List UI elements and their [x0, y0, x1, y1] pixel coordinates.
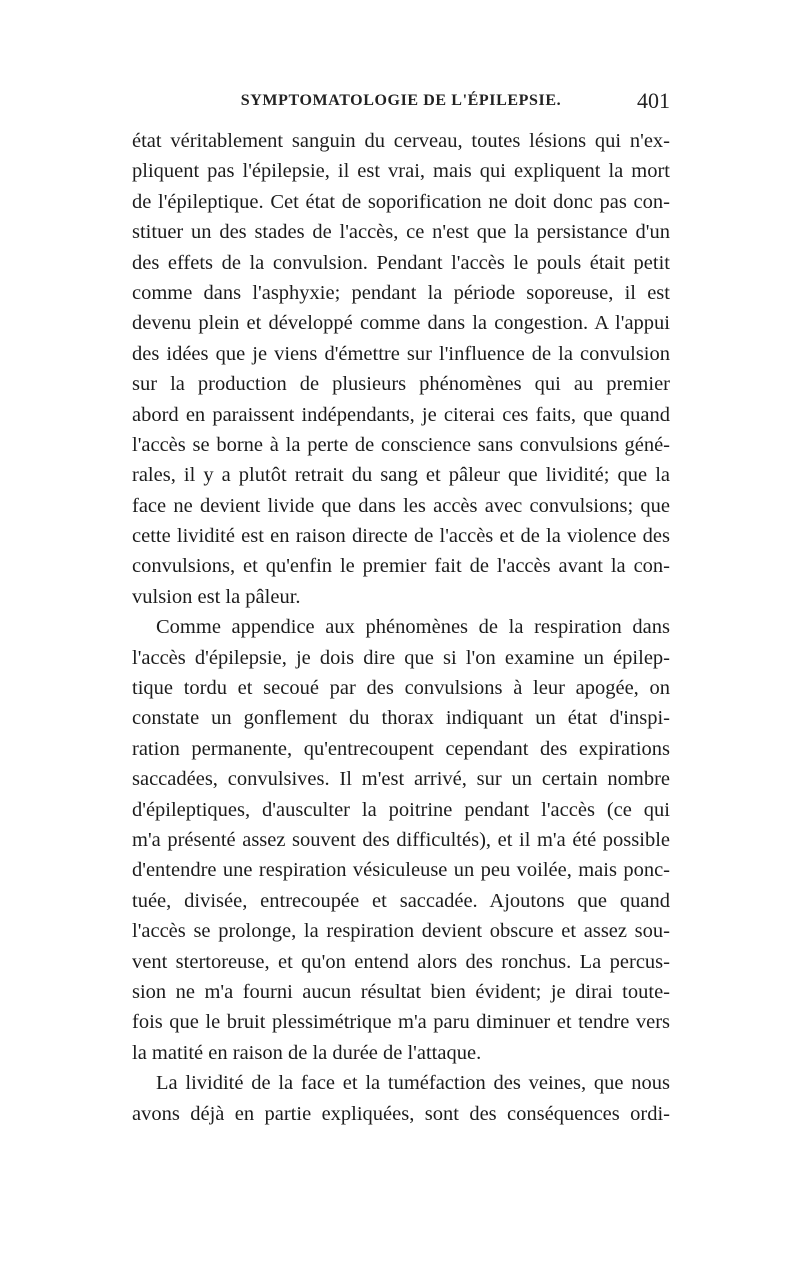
text-line: l'accès se borne à la perte de conscience sans convulsions géné-: [132, 433, 670, 456]
text-line: l'accès d'épilepsie, je dois dire que si l'on examine un épilep-: [132, 646, 670, 669]
text-line: face ne devient livide que dans les accès avec convulsions; que: [132, 494, 670, 517]
paragraph: [132, 126, 670, 612]
text-line: fois que le bruit plessimétrique m'a paru diminuer et tendre vers: [132, 1011, 670, 1034]
text-line: avons déjà en partie expliquées, sont des conséquences ordi-: [132, 1102, 670, 1125]
text-line: devenu plein et développé comme dans la congestion. A l'appui: [132, 312, 670, 335]
body-text: [132, 126, 670, 1129]
page-number: 401: [637, 88, 670, 113]
text-line: des effets de la convulsion. Pendant l'accès le pouls était petit: [132, 251, 670, 274]
running-title: SYMPTOMATOLOGIE DE L'ÉPILEPSIE.: [240, 92, 562, 109]
text-line: vent stertoreuse, et qu'on entend alors des ronchus. La percus-: [132, 950, 670, 973]
running-head: [132, 88, 670, 122]
text-line: constate un gonflement du thorax indiquant un état d'inspi-: [132, 707, 670, 730]
text-line: l'accès se prolonge, la respiration devient obscure et assez sou-: [132, 920, 670, 943]
paragraph: [132, 612, 670, 1068]
text-line: abord en paraissent indépendants, je citerai ces faits, que quand: [132, 403, 670, 426]
text-line: saccadées, convulsives. Il m'est arrivé, sur un certain nombre: [132, 768, 670, 791]
text-line: d'épileptiques, d'ausculter la poitrine pendant l'accès (ce qui: [132, 798, 670, 821]
text-line: état véritablement sanguin du cerveau, toutes lésions qui n'ex-: [132, 130, 670, 152]
text-line: vulsion est la pâleur.: [132, 585, 301, 608]
text-line: convulsions, et qu'enfin le premier fait de l'accès avant la con-: [132, 555, 670, 578]
text-line: ration permanente, qu'entrecoupent cependant des expirations: [132, 737, 670, 760]
text-line: la matité en raison de la durée de l'attaque.: [132, 1041, 482, 1064]
text-line: sur la production de plusieurs phénomènes qui au premier: [132, 373, 670, 396]
text-line: m'a présenté assez souvent des difficultés), et il m'a été possible: [132, 828, 670, 851]
text-line: de l'épileptique. Cet état de soporification ne doit donc pas con-: [132, 190, 670, 213]
paragraph: [132, 1068, 670, 1129]
text-line: tique tordu et secoué par des convulsions à leur apogée, on: [132, 677, 670, 700]
text-line: rales, il y a plutôt retrait du sang et pâleur que lividité; que la: [132, 464, 670, 487]
text-line: des idées que je viens d'émettre sur l'influence de la convulsion: [132, 342, 670, 365]
text-line: sion ne m'a fourni aucun résultat bien évident; je dirai toute-: [132, 980, 670, 1003]
text-line: comme dans l'asphyxie; pendant la période soporeuse, il est: [132, 281, 670, 304]
text-line: d'entendre une respiration vésiculeuse un peu voilée, mais ponc-: [132, 859, 670, 882]
text-line: tuée, divisée, entrecoupée et saccadée. Ajoutons que quand: [132, 889, 670, 912]
text-line: stituer un des stades de l'accès, ce n'est que la persistance d'un: [132, 221, 670, 244]
text-line: cette lividité est en raison directe de l'accès et de la violence des: [132, 525, 670, 548]
text-line: La lividité de la face et la tuméfaction des veines, que nous: [156, 1072, 670, 1095]
text-line: Comme appendice aux phénomènes de la respiration dans: [156, 616, 670, 639]
text-line: pliquent pas l'épilepsie, il est vrai, mais qui expliquent la mort: [132, 160, 670, 183]
